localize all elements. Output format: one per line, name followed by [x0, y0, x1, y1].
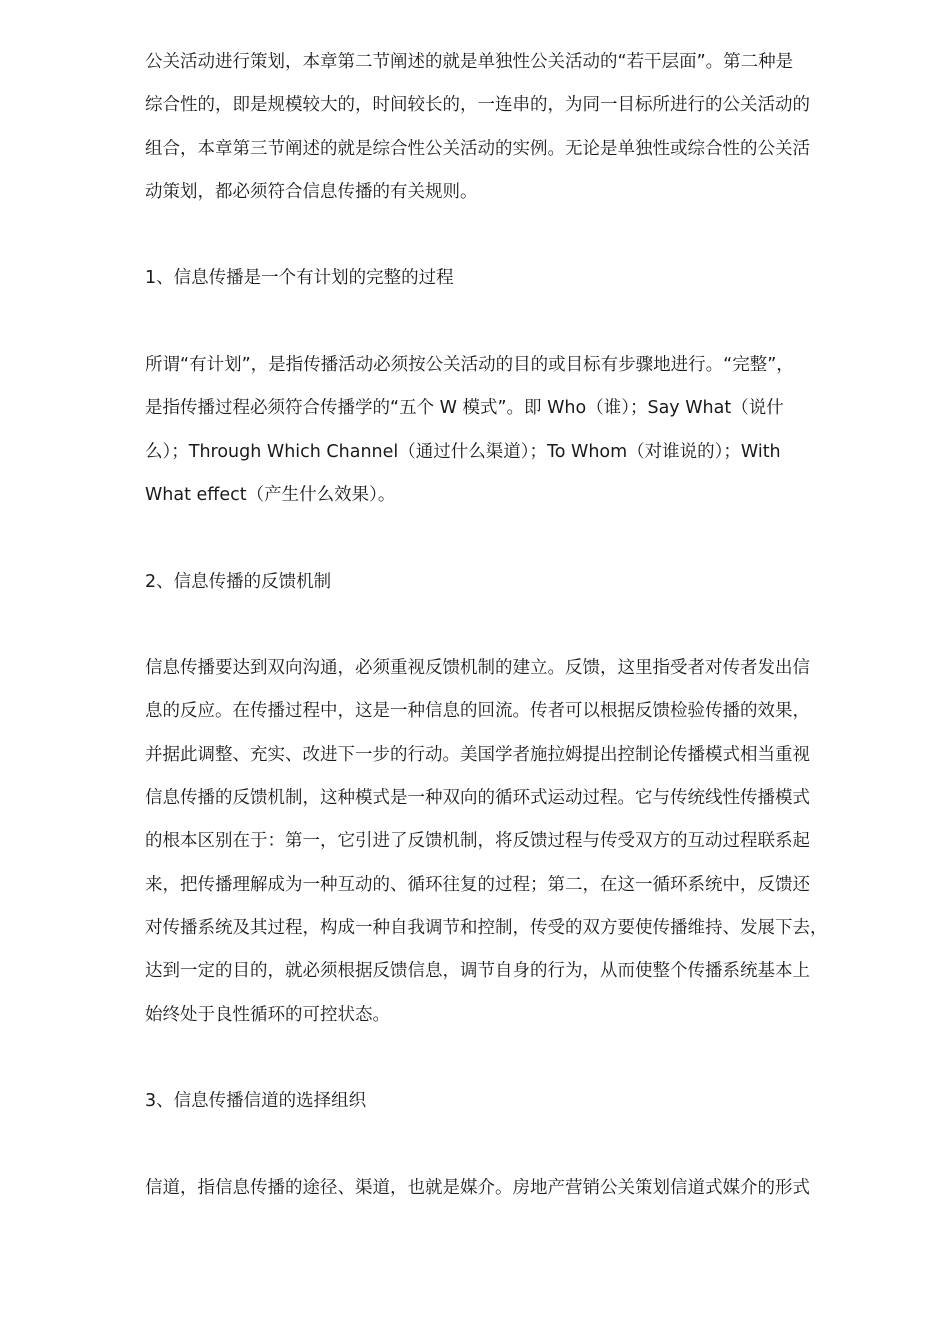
text-line: 组合，本章第三节阐述的就是综合性公关活动的实例。无论是单独性或综合性的公关活: [145, 138, 810, 159]
intro-paragraph: [145, 41, 887, 214]
text-line: 对传播系统及其过程，构成一种自我调节和控制，传受的双方要使传播维持、发展下去，: [145, 917, 828, 938]
section-2-paragraph: [145, 647, 887, 1037]
text-line: 始终处于良性循环的可控状态。: [145, 1004, 390, 1025]
text-line: 所谓“有计划”，是指传播活动必须按公关活动的目的或目标有步骤地进行。“完整”，: [145, 355, 794, 376]
section-3-paragraph: [145, 1167, 887, 1210]
paragraph-gap: [145, 604, 887, 647]
text-line: 信息传播要达到双向沟通，必须重视反馈机制的建立。反馈，这里指受者对传者发出信: [145, 658, 810, 679]
section-heading-2: 2、信息传播的反馈机制: [145, 571, 332, 592]
paragraph-gap: [145, 214, 887, 257]
text-line: 息的反应。在传播过程中，这是一种信息的回流。传者可以根据反馈检验传播的效果，: [145, 701, 810, 722]
text-line: 达到一定的目的，就必须根据反馈信息，调节自身的行为，从而使整个传播系统基本上: [145, 961, 810, 982]
text-line: 信道，指信息传播的途径、渠道，也就是媒介。房地产营销公关策划信道式媒介的形式: [145, 1177, 810, 1198]
section-heading-1: 1、信息传播是一个有计划的完整的过程: [145, 268, 454, 289]
text-line: 综合性的，即是规模较大的，时间较长的，一连串的，为同一目标所进行的公关活动的: [145, 95, 810, 116]
paragraph-gap: [145, 1123, 887, 1166]
document-body: [145, 41, 887, 1210]
text-line: 并据此调整、充实、改进下一步的行动。美国学者施拉姆提出控制论传播模式相当重视: [145, 744, 810, 765]
text-line: 是指传播过程必须符合传播学的“五个 W 模式”。即 Who（谁）；Say What（说什: [145, 398, 784, 419]
text-line: 动策划，都必须符合信息传播的有关规则。: [145, 181, 478, 202]
text-line: 么）；Through Which Channel（通过什么渠道）；To Whom（对谁说的）；With: [145, 441, 781, 462]
text-line: What effect（产生什么效果）。: [145, 484, 396, 505]
text-line: 公关活动进行策划，本章第二节阐述的就是单独性公关活动的“若干层面”。第二种是: [145, 52, 794, 72]
paragraph-gap: [145, 517, 887, 560]
text-line: 的根本区别在于：第一，它引进了反馈机制，将反馈过程与传受双方的互动过程联系起: [145, 831, 810, 852]
text-line: 来，把传播理解成为一种互动的、循环往复的过程；第二，在这一循环系统中，反馈还: [145, 874, 810, 895]
section-heading-3: 3、信息传播信道的选择组织: [145, 1091, 367, 1112]
paragraph-gap: [145, 1037, 887, 1080]
text-line: 信息传播的反馈机制，这种模式是一种双向的循环式运动过程。它与传统线性传播模式: [145, 788, 810, 809]
paragraph-gap: [145, 301, 887, 344]
section-1-paragraph: [145, 344, 887, 517]
